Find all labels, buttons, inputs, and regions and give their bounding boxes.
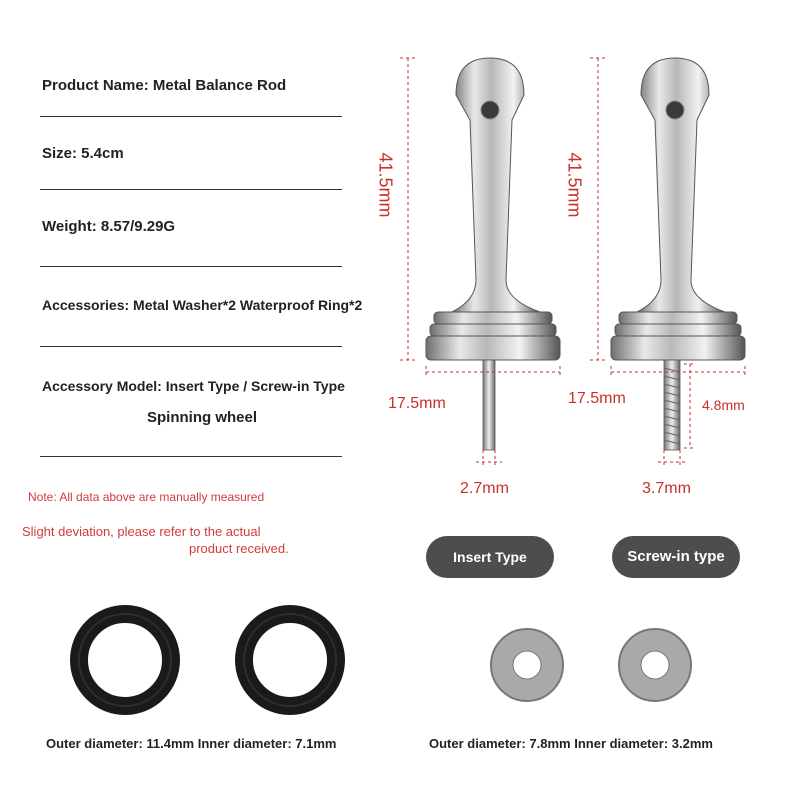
accessories-text: Accessories: Metal Washer*2 Waterproof Ring*2	[42, 297, 363, 313]
insert-type-badge: Insert Type	[426, 536, 554, 578]
accessory-model-text: Accessory Model: Insert Type / Screw-in Type	[42, 378, 345, 394]
screw-height-label: 41.5mm	[564, 152, 585, 218]
ring-dimensions-caption: Outer diameter: 11.4mm Inner diameter: 7.1mm	[46, 736, 337, 751]
product-name-text: Product Name: Metal Balance Rod	[42, 77, 287, 94]
note-line-2: Slight deviation, please refer to the actual	[22, 524, 261, 539]
screw-thread-label: 3.7mm	[642, 480, 691, 497]
size-text: Size: 5.4cm	[42, 145, 124, 162]
metal-washer-image	[619, 629, 691, 701]
note-line-3: product received.	[189, 541, 289, 556]
insert-height-label: 41.5mm	[375, 152, 396, 218]
insert-thread-label: 2.7mm	[460, 480, 509, 497]
category-text: Spinning wheel	[147, 409, 258, 426]
weight-text: Weight: 8.57/9.29G	[42, 218, 176, 235]
note-line-1: Note: All data above are manually measured	[28, 490, 265, 504]
screw-type-badge: Screw-in type	[612, 536, 740, 578]
screw-thread-length-label: 4.8mm	[702, 397, 745, 413]
washer-dimensions-caption: Outer diameter: 7.8mm Inner diameter: 3.2mm	[429, 736, 713, 751]
waterproof-ring-image	[244, 614, 336, 706]
screw-width-label: 17.5mm	[568, 390, 626, 407]
metal-washer-image	[491, 629, 563, 701]
insert-width-label: 17.5mm	[388, 395, 446, 412]
waterproof-ring-image	[79, 614, 171, 706]
